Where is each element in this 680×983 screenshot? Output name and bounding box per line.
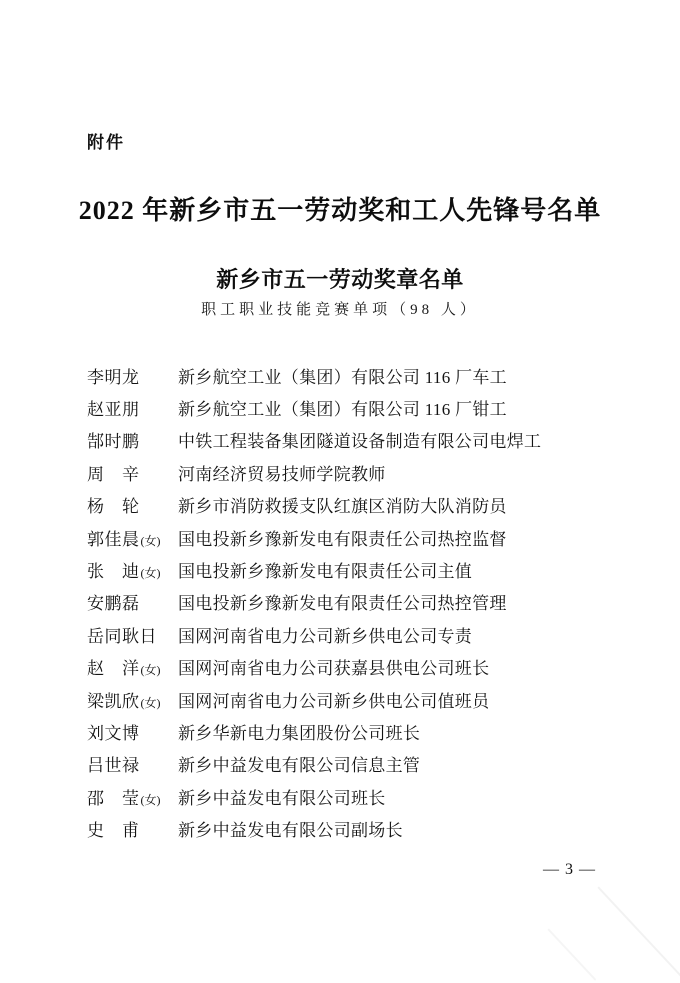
section-title: 新乡市五一劳动奖章名单 — [216, 267, 464, 292]
section-subtitle: 职工职业技能竞赛单项（98 人） — [201, 302, 479, 318]
name-cell — [87, 687, 178, 712]
person-name: 刘文博 — [87, 723, 140, 743]
person-affiliation: 河南经济贸易技师学院教师 — [178, 464, 386, 484]
person-affiliation: 中铁工程装备集团隧道设备制造有限公司电焊工 — [178, 432, 542, 452]
person-affiliation: 新乡中益发电有限公司班长 — [178, 788, 386, 808]
page-number: — 3 — — [543, 861, 596, 878]
name-cell — [87, 589, 178, 614]
list-item — [87, 553, 650, 585]
list-item — [87, 391, 650, 423]
person-name: 史 甫 — [87, 821, 140, 841]
name-cell — [87, 460, 178, 485]
list-item — [87, 521, 650, 553]
person-name: 张 迪 — [87, 562, 140, 582]
name-cell — [87, 525, 178, 550]
name-cell — [87, 492, 178, 517]
person-name: 赵亚朋 — [87, 400, 140, 420]
scan-artifact — [547, 928, 596, 981]
gender-note: (女) — [140, 533, 161, 548]
person-name: 梁凯欣 — [87, 691, 140, 711]
list-item — [87, 812, 650, 844]
person-affiliation: 国电投新乡豫新发电有限责任公司主值 — [178, 562, 473, 582]
person-name: 郜时鹏 — [87, 432, 140, 452]
person-name: 邵 莹 — [87, 788, 140, 808]
list-item — [87, 715, 650, 747]
gender-note: (女) — [140, 663, 161, 678]
name-cell — [87, 557, 178, 582]
person-name: 杨 轮 — [87, 497, 140, 517]
person-name: 吕世禄 — [87, 756, 140, 776]
name-cell — [87, 816, 178, 841]
person-affiliation: 国电投新乡豫新发电有限责任公司热控管理 — [178, 594, 507, 614]
person-affiliation: 国网河南省电力公司获嘉县供电公司班长 — [178, 659, 490, 679]
person-affiliation: 新乡华新电力集团股份公司班长 — [178, 723, 421, 743]
person-name: 李明龙 — [87, 367, 140, 387]
name-cell — [87, 751, 178, 776]
list-item — [87, 424, 650, 456]
document-title: 2022 年新乡市五一劳动奖和工人先锋号名单 — [78, 196, 602, 225]
gender-note: (女) — [140, 566, 161, 581]
list-item — [87, 618, 650, 650]
name-cell — [87, 719, 178, 744]
list-item — [87, 586, 650, 618]
name-cell — [87, 395, 178, 420]
person-affiliation: 新乡航空工业（集团）有限公司 116 厂车工 — [178, 367, 507, 387]
list-item — [87, 651, 650, 683]
list-item — [87, 359, 650, 391]
person-affiliation: 国电投新乡豫新发电有限责任公司热控监督 — [178, 529, 507, 549]
gender-note: (女) — [140, 695, 161, 710]
gender-note: (女) — [140, 792, 161, 807]
name-cell — [87, 784, 178, 809]
list-item — [87, 683, 650, 715]
award-recipient-list — [87, 359, 650, 845]
person-affiliation: 国网河南省电力公司新乡供电公司值班员 — [178, 691, 490, 711]
person-name: 郭佳晨 — [87, 529, 140, 549]
person-name: 岳同耿日 — [87, 626, 157, 646]
person-affiliation: 国网河南省电力公司新乡供电公司专责 — [178, 626, 473, 646]
person-affiliation: 新乡市消防救援支队红旗区消防大队消防员 — [178, 497, 507, 517]
list-item — [87, 748, 650, 780]
person-name: 赵 洋 — [87, 659, 140, 679]
person-affiliation: 新乡中益发电有限公司副场长 — [178, 821, 403, 841]
name-cell — [87, 363, 178, 388]
person-affiliation: 新乡中益发电有限公司信息主管 — [178, 756, 421, 776]
name-cell — [87, 427, 178, 452]
name-cell — [87, 654, 178, 679]
person-name: 周 辛 — [87, 464, 140, 484]
list-item — [87, 780, 650, 812]
person-name: 安鹏磊 — [87, 594, 140, 614]
list-item — [87, 456, 650, 488]
attachment-label: 附件 — [87, 133, 125, 152]
scan-artifact — [597, 886, 680, 982]
list-item — [87, 489, 650, 521]
person-affiliation: 新乡航空工业（集团）有限公司 116 厂钳工 — [178, 400, 507, 420]
name-cell — [87, 622, 178, 647]
